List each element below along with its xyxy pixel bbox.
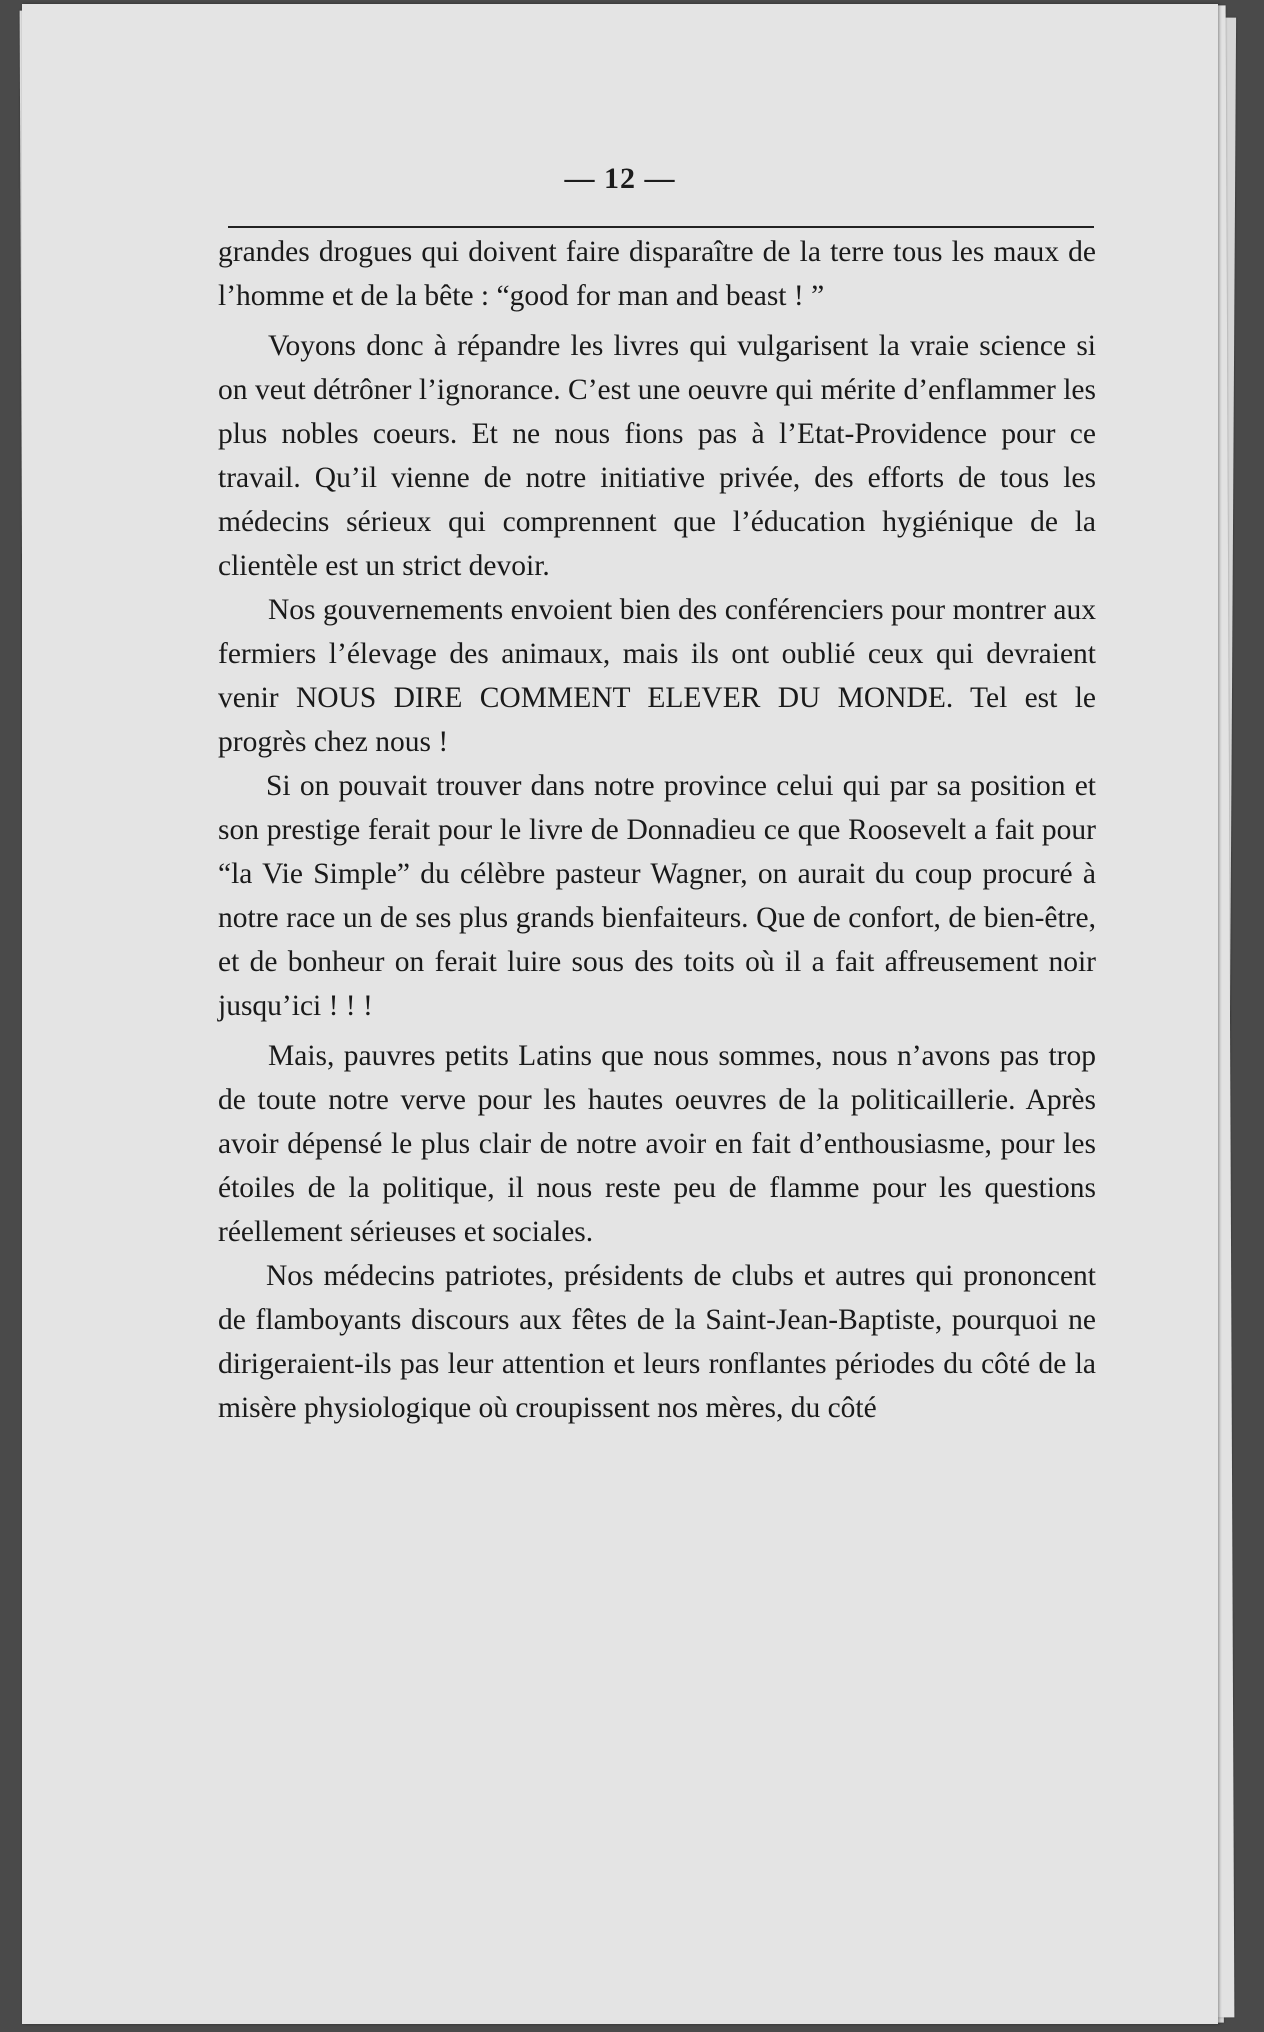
paragraph: Voyons donc à répandre les livres qui vulgarisent la vraie science si on veut détrôner l’ignorance. C’est une oeuvre qui mérite d’enflammer les plus nobles coeurs. Et ne nous fions pas à l’Etat-Providence pour ce travail. Qu’il vienne de notre initiative privée, des efforts de tous les médecins sérieux qui comprennent que l’éducation hygiénique de la clientèle est un strict devoir. <box>218 330 1096 582</box>
page-number: — 12 — <box>564 162 676 195</box>
header-rule <box>228 226 1094 228</box>
paragraph: Nos médecins patriotes, présidents de clubs et autres qui prononcent de flamboyants discours aux fêtes de la Saint-Jean-Baptiste, pourquoi ne dirigeraient-ils pas leur attention et leurs ronflantes périodes du côté de la misère physiologique où croupissent nos mères, du côté <box>218 1260 1096 1424</box>
paragraph: Si on pouvait trouver dans notre province celui qui par sa position et son prestige ferait pour le livre de Donnadieu ce que Roosevelt a fait pour “la Vie Simple” du célèbre pasteur Wagner, on aurait du coup procuré à notre race un de ses plus grands bienfaiteurs. Que de confort, de bien-être, et de bonheur on ferait luire sous des toits où il a fait affreusement noir jusqu’ici ! ! ! <box>218 770 1096 1022</box>
paragraph: grandes drogues qui doivent faire disparaître de la terre tous les maux de l’homme et de la bête : “good for man and beast ! ” <box>218 236 1096 312</box>
paragraph: Nos gouvernements envoient bien des conférenciers pour montrer aux fermiers l’élevage des animaux, mais ils ont oublié ceux qui devraient venir NOUS DIRE COMMENT ELEVER DU MONDE. Tel est le progrès chez nous ! <box>218 594 1096 758</box>
book-page <box>22 4 1218 2024</box>
paragraph: Mais, pauvres petits Latins que nous sommes, nous n’avons pas trop de toute notre verve pour les hautes oeuvres de la politicaillerie. Après avoir dépensé le plus clair de notre avoir en fait d’enthousiasme, pour les étoiles de la politique, il nous reste peu de flamme pour les questions réellement sérieuses et sociales. <box>218 1040 1096 1248</box>
body-text <box>218 230 1096 1430</box>
